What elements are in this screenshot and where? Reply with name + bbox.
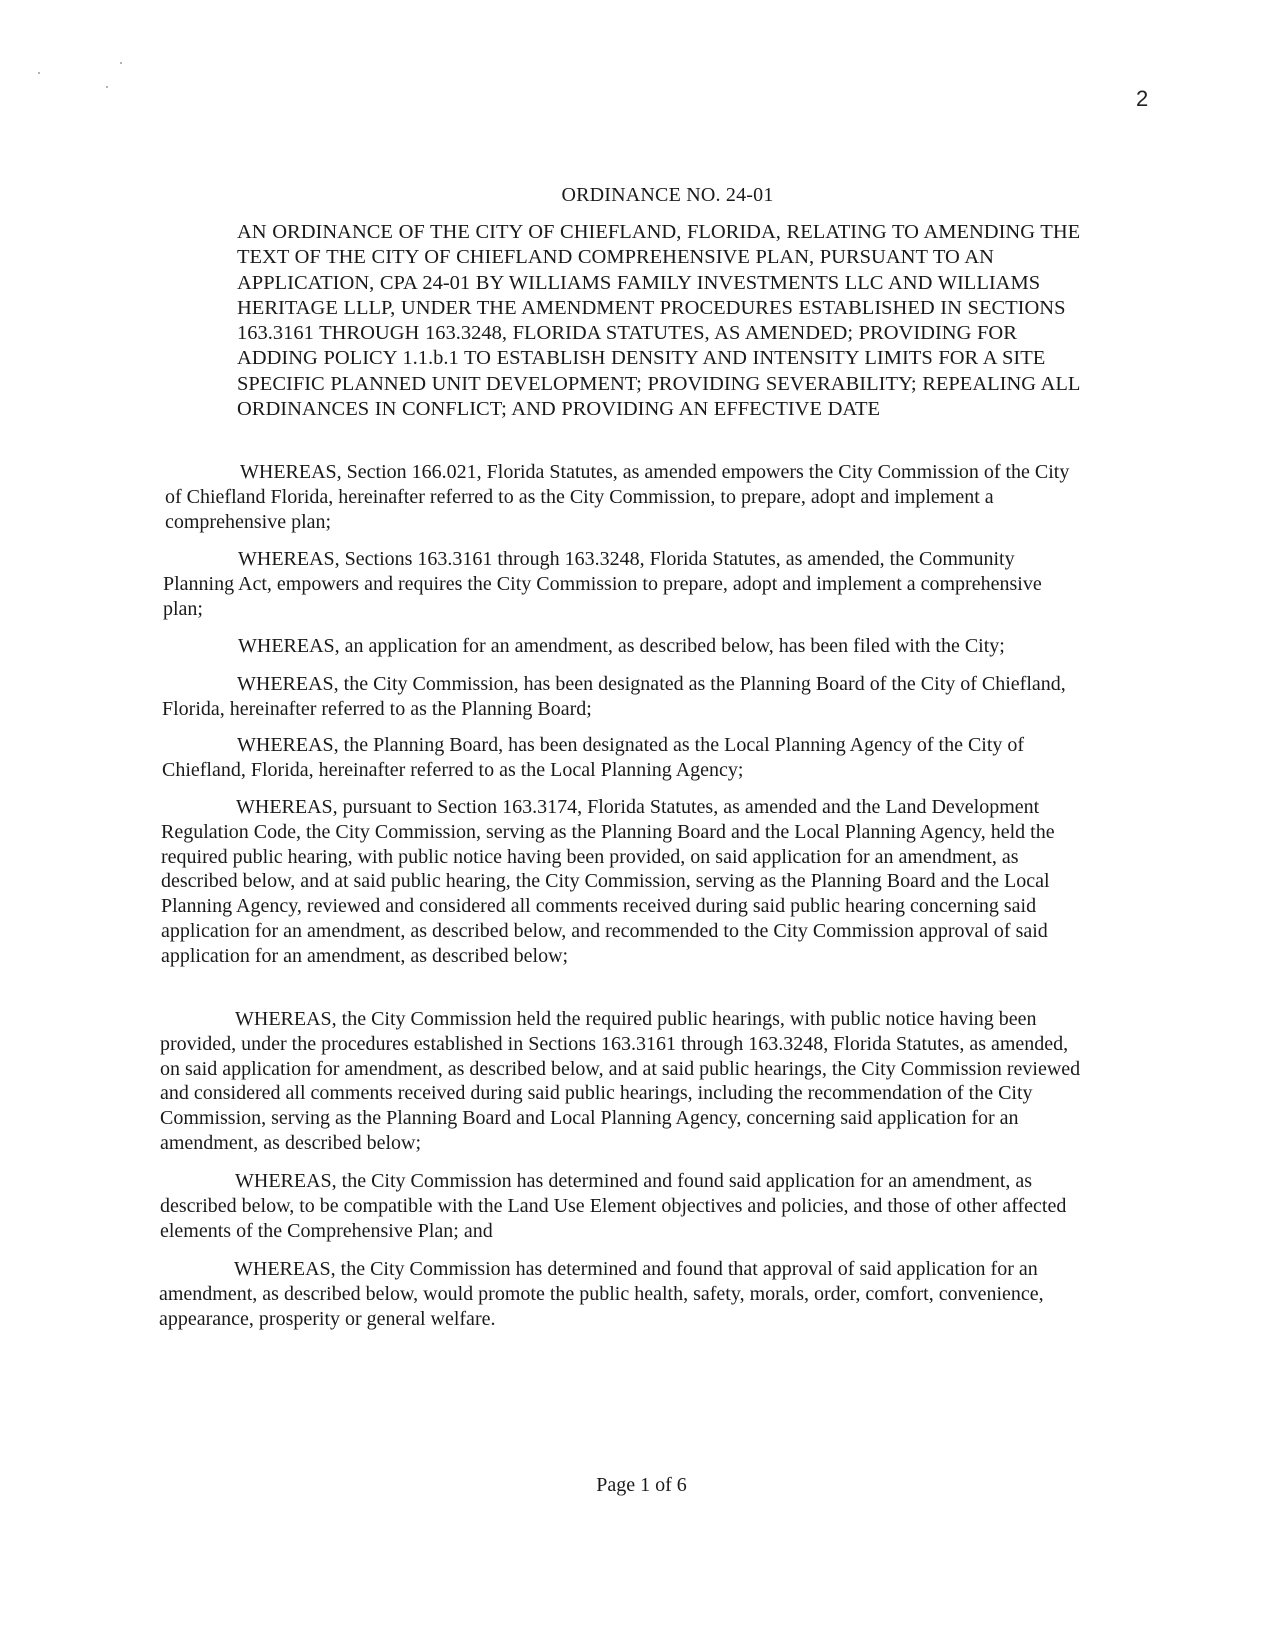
ordinance-title: AN ORDINANCE OF THE CITY OF CHIEFLAND, FLORIDA, RELATING TO AMENDING THE TEXT OF THE CITY OF CHIEFLAND COMPREHENSIVE PLAN, PURSUANT TO AN APPLICATION, CPA 24-01 BY WILLIAMS FAMILY INVESTMENTS LLC AND WILLIAMS HERITAGE LLLP, UNDER THE AMENDMENT PROCEDURES ESTABLISHED IN SECTIONS 163.3161 THROUGH 163.3248, FLORIDA STATUTES, AS AMENDED; PROVIDING FOR ADDING POLICY 1.1.b.1 TO ESTABLISH DENSITY AND INTENSITY LIMITS FOR A SITE SPECIFIC PLANNED UNIT DEVELOPMENT; PROVIDING SEVERABILITY; REPEALING ALL ORDINANCES IN CONFLICT; AND PROVIDING AN EFFECTIVE DATE: [237, 221, 1081, 421]
whereas-clause-9: WHEREAS, the City Commission has determined and found that approval of said application for an amendment, as described below, would promote the public health, safety, morals, order, comfort, convenience, appearance, prosperity or general welfare.: [159, 1258, 1044, 1330]
whereas-clause-5: WHEREAS, the Planning Board, has been designated as the Local Planning Agency of the City of Chiefland, Florida, hereinafter referred to as the Local Planning Agency;: [162, 734, 1025, 781]
whereas-clause-6: WHEREAS, pursuant to Section 163.3174, Florida Statutes, as amended and the Land Development Regulation Code, the City Commission, serving as the Planning Board and the Local Planning Agency, held the required public hearing, with public notice having been provided, on said application for an amendment, as described below, and at said public hearing, the City Commission, serving as the Planning Board and the Local Planning Agency, reviewed and considered all comments received during said public hearing concerning said application for an amendment, as described below, and recommended to the City Commission approval of said application for an amendment, as described below;: [161, 796, 1055, 967]
whereas-clause-8: WHEREAS, the City Commission has determined and found said application for an amendment, as described below, to be compatible with the Land Use Element objectives and policies, and those of other affected elements of the Comprehensive Plan; and: [160, 1170, 1067, 1242]
whereas-clause-4: WHEREAS, the City Commission, has been designated as the Planning Board of the City of Chiefland, Florida, hereinafter referred to as the Planning Board;: [162, 673, 1066, 720]
page-number-top: 2: [1136, 86, 1149, 111]
ordinance-number: ORDINANCE NO. 24-01: [561, 184, 774, 206]
whereas-clause-7: WHEREAS, the City Commission held the required public hearings, with public notice having been provided, under the procedures established in Sections 163.3161 through 163.3248, Florida Statutes, as amended, on said application for amendment, as described below, and at said public hearings, the City Commission reviewed and considered all comments received during said public hearings, including the recommendation of the City Commission, serving as the Planning Board and Local Planning Agency, concerning said application for an amendment, as described below;: [160, 1008, 1081, 1154]
scan-speck: [38, 72, 40, 74]
whereas-clause-2: WHEREAS, Sections 163.3161 through 163.3248, Florida Statutes, as amended, the Community Planning Act, empowers and requires the City Commission to prepare, adopt and implement a comprehensive plan;: [163, 548, 1042, 620]
page-footer: Page 1 of 6: [596, 1474, 687, 1496]
whereas-clause-1: WHEREAS, Section 166.021, Florida Statutes, as amended empowers the City Commission of the City of Chiefland Florida, hereinafter referred to as the City Commission, to prepare, adopt and implement a comprehensive plan;: [165, 461, 1070, 533]
whereas-clause-3: WHEREAS, an application for an amendment, as described below, has been filed with the City;: [238, 635, 1005, 657]
scan-speck: [120, 62, 122, 64]
scan-speck: [106, 86, 108, 88]
